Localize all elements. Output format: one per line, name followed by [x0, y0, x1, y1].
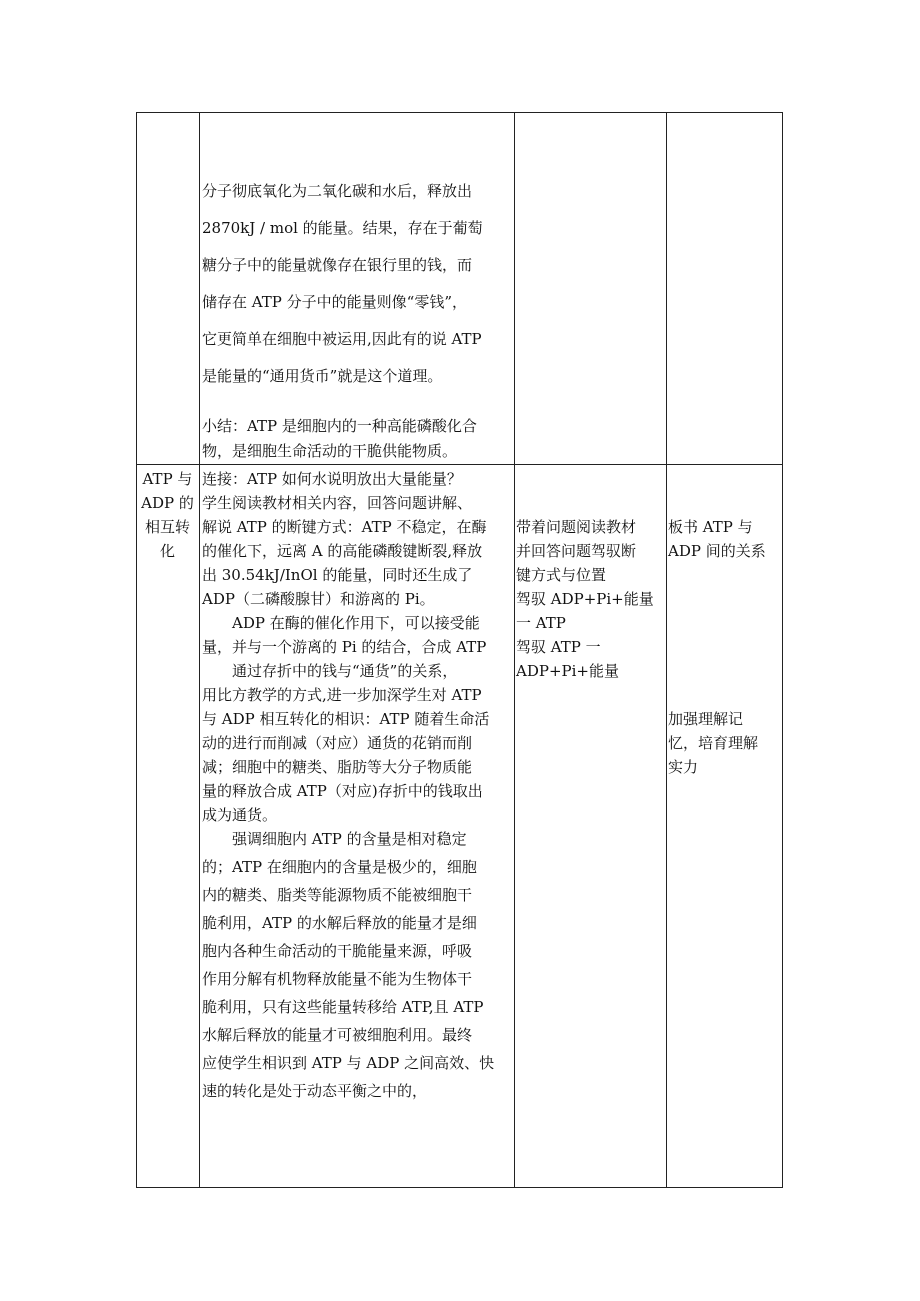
content-line: 连接：ATP 如何水说明放出大量能量？	[202, 470, 462, 488]
content-line: 它更简单在细胞中被运用,因此有的说 ATP	[202, 330, 482, 348]
content-line: ADP 在酶的催化作用下，可以接受能	[202, 614, 480, 632]
summary-line: 小结：ATP 是细胞内的一种高能磷酸化合	[202, 417, 477, 435]
content-line: 是能量的“通用货币”就是这个道理。	[202, 367, 443, 385]
content-line: ADP（二磷酸腺甘）和游离的 Pi。	[202, 590, 435, 608]
content-line: 出 30.54kJ/InOl 的能量，同时还生成了	[202, 566, 473, 584]
content-line: 脆利用，ATP 的水解后释放的能量才是细	[202, 914, 477, 932]
content-line: 用比方教学的方式,进一步加深学生对 ATP	[202, 686, 482, 704]
content-line: 量，并与一个游离的 Pi 的结合，合成 ATP	[202, 638, 487, 656]
activity-line: 键方式与位置	[516, 566, 607, 584]
content-line: 与 ADP 相互转化的相识：ATP 随着生命活	[202, 710, 490, 728]
content-line: 糖分子中的能量就像存在银行里的钱，而	[202, 256, 473, 274]
activity-line: 驾驭 ATP 一	[516, 638, 601, 656]
column-divider	[666, 112, 667, 1188]
content-line: 量的释放合成 ATP（对应)存折中的钱取出	[202, 782, 483, 800]
row1-content-cell	[202, 112, 514, 464]
content-line: 解说 ATP 的断键方式：ATP 不稳定，在酶	[202, 518, 487, 536]
activity-line: 驾驭 ADP+Pi+能量	[516, 590, 654, 608]
content-line: 学生阅读教材相关内容，回答问题讲解、	[202, 494, 473, 512]
intent-line: 忆，培育理解	[668, 734, 759, 752]
column-divider	[514, 112, 515, 1188]
row2-topic-cell	[136, 464, 199, 1187]
row2-design-intent-cell	[668, 464, 782, 1187]
content-line: 分子彻底氧化为二氧化碳和水后，释放出	[202, 182, 473, 200]
content-line: 通过存折中的钱与“通货”的关系，	[202, 662, 458, 680]
content-line: 减；细胞中的糖类、脂肪等大分子物质能	[202, 758, 473, 776]
row2-student-activity-cell	[516, 464, 666, 1187]
content-line: 脆利用，只有这些能量转移给 ATP,且 ATP	[202, 998, 484, 1016]
summary-line: 物，是细胞生命活动的干脆供能物质。	[202, 442, 458, 460]
intent-line: 实力	[668, 758, 699, 776]
content-line: 内的糖类、脂类等能源物质不能被细胞干	[202, 886, 473, 904]
content-line: 作用分解有机物释放能量不能为生物体干	[202, 970, 473, 988]
activity-line: 一 ATP	[516, 614, 566, 632]
content-line: 动的进行而削减（对应）通货的花销而削	[202, 734, 473, 752]
content-line: 2870kJ / mol 的能量。结果，存在于葡萄	[202, 219, 483, 237]
content-line: 水解后释放的能量才可被细胞利用。最终	[202, 1026, 473, 1044]
content-line: 成为通货。	[202, 806, 278, 824]
content-line: 强调细胞内 ATP 的含量是相对稳定	[202, 830, 467, 848]
content-line: 的催化下，远离 A 的高能磷酸键断裂,释放	[202, 542, 483, 560]
intent-line: ADP 间的关系	[668, 542, 766, 560]
content-line: 速的转化是处于动态平衡之中的，	[202, 1082, 428, 1100]
topic-line: 相互转	[144, 518, 190, 536]
activity-line: ADP+Pi+能量	[516, 662, 619, 680]
topic-line: ATP 与	[142, 470, 193, 488]
row2-content-cell	[202, 464, 514, 1187]
content-line: 应使学生相识到 ATP 与 ADP 之间高效、快	[202, 1054, 495, 1072]
content-line: 储存在 ATP 分子中的能量则像“零钱”，	[202, 293, 467, 311]
intent-line: 加强理解记	[668, 710, 744, 728]
topic-line: ADP 的	[141, 494, 194, 512]
content-line: 胞内各种生命活动的干脆能量来源，呼吸	[202, 942, 473, 960]
table-right-border	[782, 112, 783, 1188]
column-divider	[199, 112, 200, 1188]
intent-line: 板书 ATP 与	[668, 518, 753, 536]
activity-line: 并回答问题驾驭断	[516, 542, 637, 560]
topic-line: 化	[159, 542, 175, 560]
content-line: 的；ATP 在细胞内的含量是极少的，细胞	[202, 858, 477, 876]
table-bottom-border	[136, 1187, 783, 1188]
activity-line: 带着问题阅读教材	[516, 518, 637, 536]
lesson-table	[136, 112, 783, 1188]
